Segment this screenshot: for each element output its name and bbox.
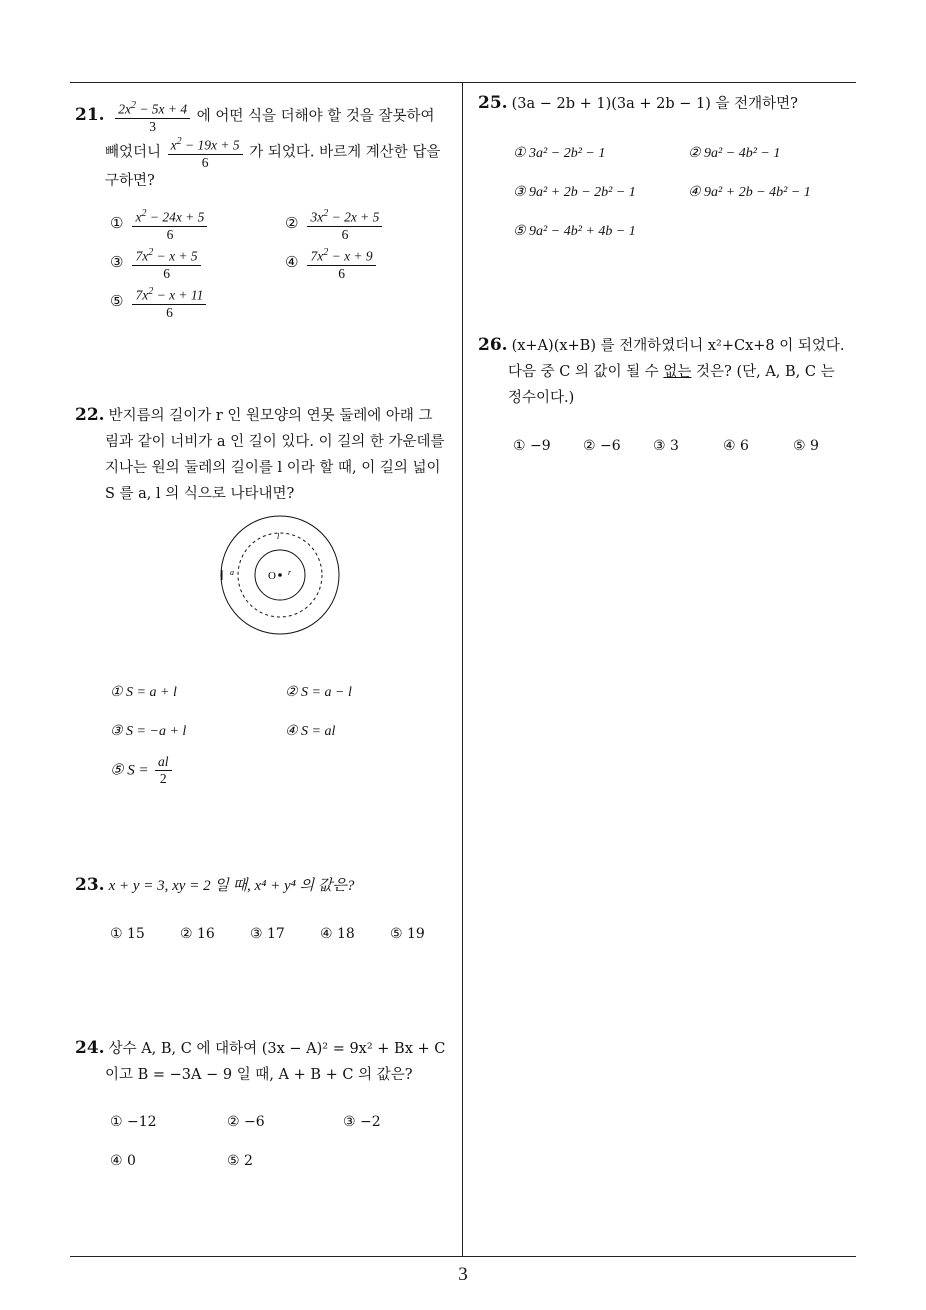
question-number: 24.	[75, 1038, 105, 1058]
question-text: 상수 A, B, C 에 대하여 (3x − A)² = 9x² + Bx + C	[108, 1041, 446, 1057]
option-3[interactable]: ③ $\frac{7x^2 - x + 5}{6}$	[110, 245, 203, 282]
option-1[interactable]: ① $\frac{x^2 - 24x + 5}{6}$	[110, 206, 209, 243]
question-text: 다음 중 C 의 값이 될 수	[508, 364, 664, 380]
question-text: x + y = 3, xy = 2 일 때, x⁴ + y⁴ 의 값은?	[108, 878, 355, 894]
a-label: a	[230, 568, 234, 577]
option-2[interactable]: ② S = a − l	[285, 685, 352, 700]
question-text: 가 되었다. 바르게 계산한 답을	[249, 144, 441, 161]
option-5[interactable]: ⑤ S = $\frac{al}{2}$	[110, 754, 174, 787]
question-21	[75, 98, 460, 194]
option-2[interactable]: ② −6	[583, 438, 621, 454]
option-4[interactable]: ④ S = al	[285, 724, 336, 739]
underlined-text: 없는	[663, 364, 692, 380]
fraction-given: $\frac{2x^2 - 5x + 4}{3}$	[115, 98, 190, 135]
concentric-circles-figure	[215, 512, 345, 642]
page-number: 3	[458, 1264, 468, 1285]
question-number: 26.	[478, 335, 508, 355]
question-number: 23.	[75, 875, 105, 895]
question-25	[478, 90, 863, 117]
option-3[interactable]: ③ 17	[250, 926, 285, 942]
question-24	[75, 1035, 460, 1088]
option-3[interactable]: ③ 9a² + 2b − 2b² − 1	[513, 185, 636, 200]
option-2[interactable]: ② −6	[227, 1114, 265, 1130]
fraction-result: $\frac{x^2 - 19x + 5}{6}$	[168, 134, 243, 171]
option-1[interactable]: ① S = a + l	[110, 685, 177, 700]
option-5[interactable]: ⑤ $\frac{7x^2 - x + 11}{6}$	[110, 284, 208, 321]
option-1[interactable]: ① 3a² − 2b² − 1	[513, 146, 606, 161]
question-text: 것은? (단, A, B, C 는	[691, 364, 835, 380]
option-4[interactable]: ④ 6	[723, 438, 749, 454]
question-number: 21.	[75, 105, 105, 126]
option-3[interactable]: ③ S = −a + l	[110, 724, 187, 739]
option-5[interactable]: ⑤ 9	[793, 438, 819, 454]
question-text: 이고 B = −3A − 9 일 때, A + B + C 의 값은?	[105, 1067, 413, 1083]
center-label: O	[268, 570, 276, 582]
option-2[interactable]: ② 16	[180, 926, 215, 942]
question-text: 림과 같이 너비가 a 인 길이 있다. 이 길의 한 가운데를	[105, 434, 445, 450]
option-1[interactable]: ① −9	[513, 438, 551, 454]
question-text: 반지름의 길이가 r 인 원모양의 연못 둘레에 아래 그	[108, 408, 433, 424]
option-5[interactable]: ⑤ 9a² − 4b² + 4b − 1	[513, 224, 636, 239]
question-number: 22.	[75, 405, 105, 425]
option-1[interactable]: ① −12	[110, 1114, 157, 1130]
question-text: 지나는 원의 둘레의 길이를 l 이라 할 때, 이 길의 넓이	[105, 460, 441, 476]
question-text: 에 어떤 식을 더해야 할 것을 잘못하여	[196, 108, 435, 125]
question-text: 빼었더니	[105, 144, 162, 161]
option-2[interactable]: ② 9a² − 4b² − 1	[688, 146, 781, 161]
bottom-rule	[70, 1256, 856, 1257]
option-4[interactable]: ④ 0	[110, 1153, 136, 1169]
question-text: (x+A)(x+B) 를 전개하였더니 x²+Cx+8 이 되었다.	[511, 338, 845, 354]
question-number: 25.	[478, 93, 508, 113]
option-4[interactable]: ④ $\frac{7x^2 - x + 9}{6}$	[285, 245, 378, 282]
option-2[interactable]: ② $\frac{3x^2 - 2x + 5}{6}$	[285, 206, 384, 243]
option-3[interactable]: ③ −2	[343, 1114, 381, 1130]
question-text: (3a − 2b + 1)(3a + 2b − 1) 을 전개하면?	[511, 96, 798, 112]
option-5[interactable]: ⑤ 19	[390, 926, 425, 942]
option-4[interactable]: ④ 18	[320, 926, 355, 942]
option-5[interactable]: ⑤ 2	[227, 1153, 253, 1169]
option-1[interactable]: ① 15	[110, 926, 145, 942]
option-3[interactable]: ③ 3	[653, 438, 679, 454]
column-divider	[462, 82, 463, 1257]
question-22	[75, 402, 460, 507]
question-text: 구하면?	[105, 173, 155, 189]
question-text: S 를 a, l 의 식으로 나타내면?	[105, 486, 295, 502]
question-text: 정수이다.)	[508, 390, 575, 406]
top-rule	[70, 82, 856, 83]
option-4[interactable]: ④ 9a² + 2b − 4b² − 1	[688, 185, 811, 200]
question-26	[478, 332, 868, 411]
l-label: l	[277, 532, 280, 541]
r-label: r	[288, 568, 292, 577]
question-23	[75, 872, 460, 899]
